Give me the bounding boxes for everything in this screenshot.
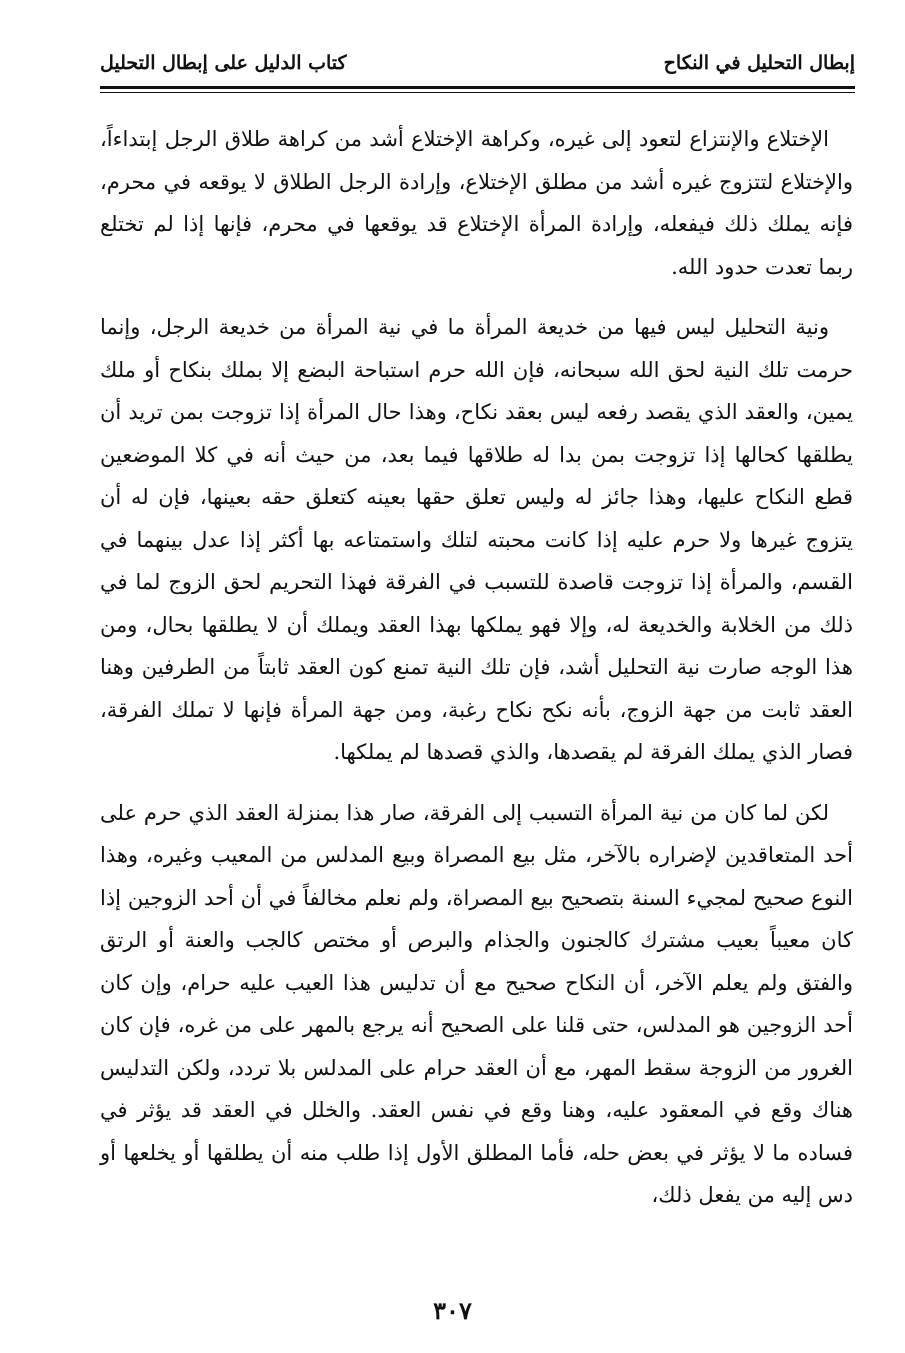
header-rule-thick (100, 86, 855, 89)
paragraph-2: ونية التحليل ليس فيها من خديعة المرأة ما في نية المرأة من خديعة الرجل، وإنما حرمت تلك النية لحق الله سبحانه، فإن الله حرم استباحة البضع إلا بملك بنكاح أو ملك يمين، والعقد الذي يقصد رفعه ليس بعقد نكاح، وهذا حال المرأة إذا تزوجت بمن تريد أن يطلقها كحالها إذا تزوجت بمن بدا له طلاقها فيما بعد، من حيث أنه في كلا الموضعين قطع النكاح عليها، وهذا جائز له وليس تعلق حقها بعينه كتعلق حقه بعينها، فإن له أن يتزوج غيرها ولا حرم عليه إذا كانت محبته لتلك واستمتاعه بها أكثر إذا عدل بينهما في القسم، والمرأة إذا تزوجت قاصدة للتسبب في الفرقة فهذا التحريم لحق الزوج لما في ذلك من الخلابة والخديعة له، وإلا فهو يملكها بهذا العقد ويملك أن لا يطلقها بحال، ومن هذا الوجه صارت نية التحليل أشد، فإن تلك النية تمنع كون العقد ثابتاً من الطرفين وهنا العقد ثابت من جهة الزوج، بأنه نكح نكاح رغبة، ومن جهة المرأة فإنها لا تملك الفرقة، فصار الذي يملك الفرقة لم يقصدها، والذي قصدها لم يملكها. (100, 315, 853, 764)
header-rule-thin (100, 92, 855, 93)
paragraph-1: الإختلاع والإنتزاع لتعود إلى غيره، وكراهة الإختلاع أشد من كراهة طلاق الرجل إبتداءاً، والإختلاع لتتزوج غيره أشد من مطلق الإختلاع، وإرادة الرجل الطلاق لا يوقعه في محرم، فإنه يملك ذلك فيفعله، وإرادة المرأة الإختلاع قد يوقعها في محرم، فإنها إذا لم تختلع ربما تعدت حدود الله. (100, 127, 853, 279)
paragraph-3: لكن لما كان من نية المرأة التسبب إلى الفرقة، صار هذا بمنزلة العقد الذي حرم على أحد المتعاقدين لإضراره بالآخر، مثل بيع المصراة وبيع المدلس من المعيب وغيره، وهذا النوع صحيح لمجيء السنة بتصحيح بيع المصراة، ولم نعلم مخالفاً في أن أحد الزوجين إذا كان معيباً بعيب مشترك كالجنون والجذام والبرص أو مختص كالجب والعنة أو الرتق والفتق ولم يعلم الآخر، أن النكاح صحيح مع أن تدليس هذا العيب عليه حرام، وإن كان أحد الزوجين هو المدلس، حتى قلنا على الصحيح أنه يرجع بالمهر على من غره، فإن كان الغرور من الزوجة سقط المهر، مع أن العقد حرام على المدلس بلا تردد، ولكن التدليس هناك وقع في المعقود عليه، وهنا وقع في نفس العقد. والخلل في العقد قد يؤثر في فساده ما لا يؤثر في بعض حله، فأما المطلق الأول إذا طلب منه أن يطلقها أو يخلعها أو دس إليه من يفعل ذلك، (100, 800, 853, 1207)
header-title-right: إبطال التحليل في النكاح (663, 52, 855, 74)
running-header (100, 44, 855, 84)
main-text (100, 118, 853, 1217)
page-number: ٣٠٧ (433, 1296, 472, 1325)
header-title-left: كتاب الدليل على إبطال التحليل (100, 52, 347, 74)
